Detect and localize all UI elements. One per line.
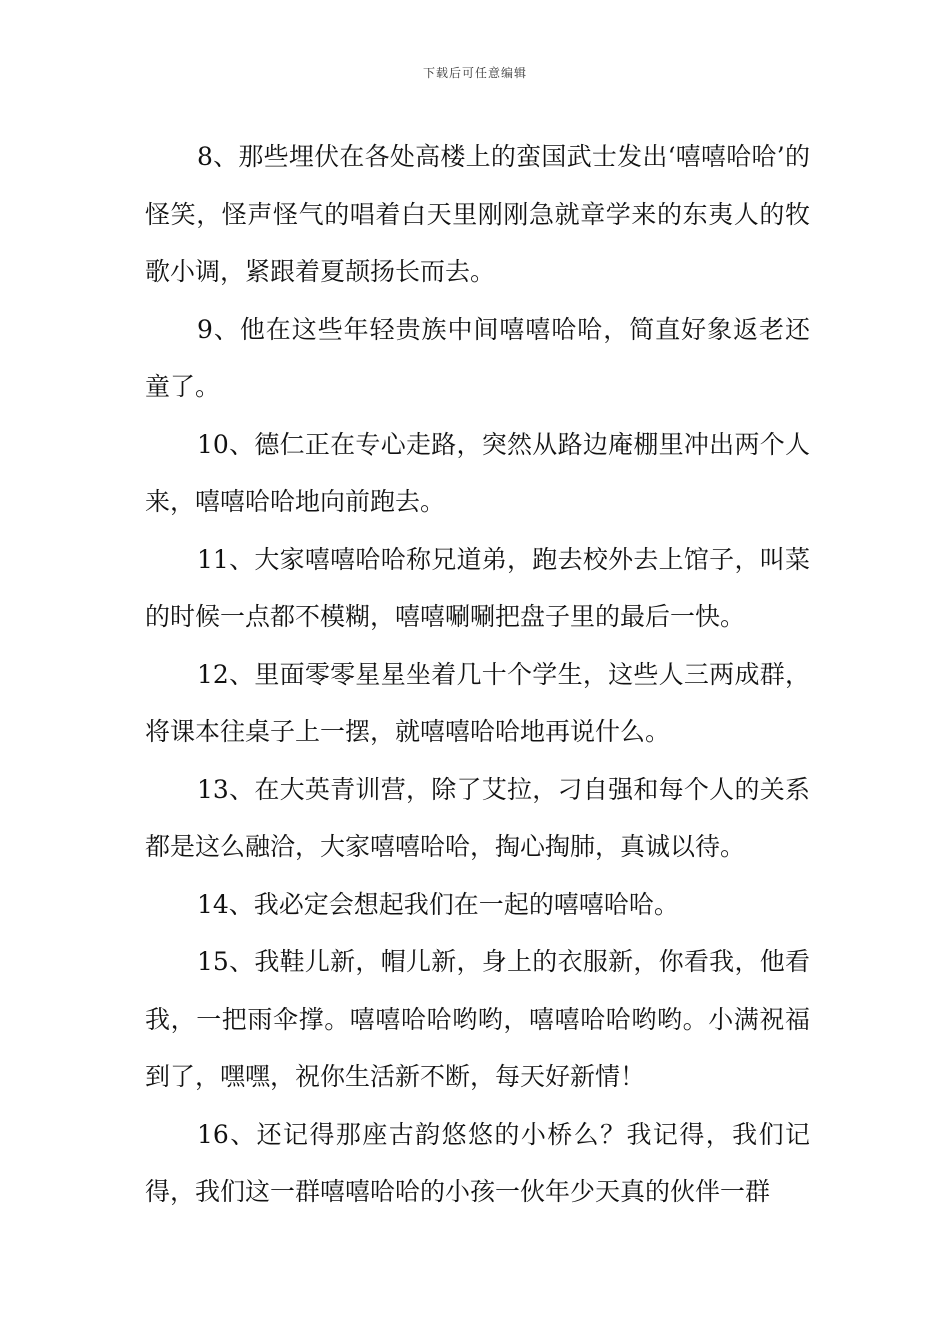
paragraph-8: 8、那些埋伏在各处高楼上的蛮国武士发出‘嘻嘻哈哈’的怪笑，怪声怪气的唱着白天里刚刚急就章学来的东夷人的牧歌小调，紧跟着夏颉扬长而去。 bbox=[145, 142, 810, 286]
paragraph-10: 10、德仁正在专心走路，突然从路边庵棚里冲出两个人来，嘻嘻哈哈地向前跑去。 bbox=[145, 429, 810, 516]
paragraph-15: 15、我鞋儿新，帽儿新，身上的衣服新，你看我，他看我，一把雨伞撑。嘻嘻哈哈哟哟，嘻嘻哈哈哟哟。小满祝福到了，嘿嘿，祝你生活新不断，每天好新情！ bbox=[145, 947, 810, 1091]
paragraph-14: 14、我必定会想起我们在一起的嘻嘻哈哈。 bbox=[197, 889, 679, 919]
document-body bbox=[145, 128, 810, 1221]
page-header: 下载后可任意编辑 bbox=[422, 66, 527, 80]
paragraph-11: 11、大家嘻嘻哈哈称兄道弟，跑去校外去上馆子，叫菜的时候一点都不模糊，嘻嘻唰唰把盘子里的最后一快。 bbox=[145, 544, 810, 631]
paragraph-13: 13、在大英青训营，除了艾拉，刁自强和每个人的关系都是这么融洽，大家嘻嘻哈哈，掏心掏肺，真诚以待。 bbox=[145, 774, 810, 861]
paragraph-12: 12、里面零零星星坐着几十个学生，这些人三两成群，将课本往桌子上一摆，就嘻嘻哈哈地再说什么。 bbox=[145, 659, 810, 746]
paragraph-9: 9、他在这些年轻贵族中间嘻嘻哈哈，简直好象返老还童了。 bbox=[145, 314, 810, 401]
paragraph-16: 16、还记得那座古韵悠悠的小桥么？我记得，我们记得，我们这一群嘻嘻哈哈的小孩一伙年少天真的伙伴一群 bbox=[145, 1119, 810, 1206]
